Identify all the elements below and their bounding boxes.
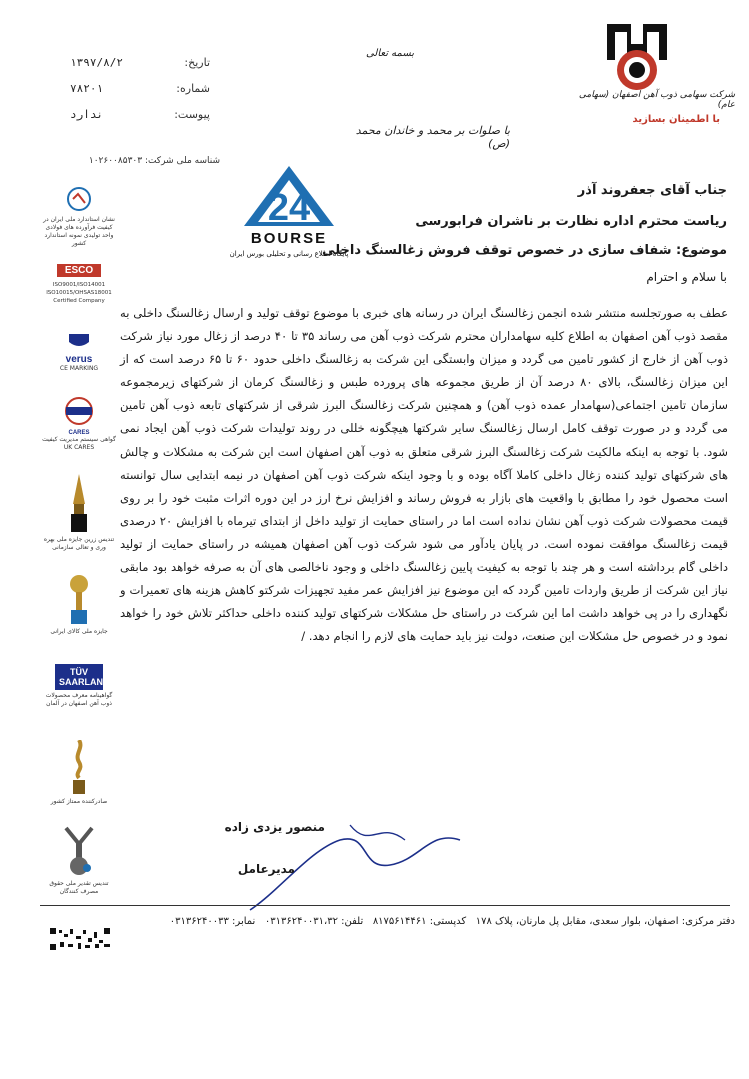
- company-logo: [605, 22, 669, 92]
- cert-caption: تندیس تقدیر ملی حقوق مصرف کنندگان: [49, 880, 109, 895]
- cert-cares: [40, 396, 118, 452]
- bourse-word: BOURSE: [250, 230, 328, 247]
- cert-esco: [40, 258, 118, 305]
- national-id: شناسه ملی شرکت: ۱۰۲۶۰۰۸۵۳۰۳: [88, 156, 220, 166]
- trophy-icon: [70, 740, 88, 794]
- esco-logo-icon: ESCO: [57, 264, 101, 277]
- cert-national-product: [40, 572, 118, 636]
- cert-caption: صادرکننده ممتاز کشور: [50, 798, 108, 805]
- attachment-row: [70, 108, 210, 121]
- cert-caption: CE MARKING: [59, 365, 99, 372]
- recipient-title: ریاست محترم اداره نظارت بر ناشران فرابورسی: [415, 214, 727, 229]
- svg-text:24: 24: [267, 187, 311, 229]
- letter-body: عطف به صورتجلسه منتشر شده انجمن زغالسنگ ایران در رسانه های خبری با موضوع توقف تولید و ارسال زغالسنگ داخلی به مقصد ذوب آهن اصفهان به اطلاع کلیه سهامداران محترم شرکت ذوب آهن می رساند ۳۵ تا ۴۰ درصد از زغال مورد نیاز شرکت ذوب آهن از خارج از کشور تامین می گردد و میزان وابستگی این شرکت به زغالسنگ داخلی حدود ۶۰ تا ۶۵ درصد است که از این میزان زغالسنگ، بالای ۸۰ درصد آن از طریق مجموعه های پرورده طبس و زغالسنگ کرمان از شرکتهای زیرمجموعه سازمان تامین اجتماعی(سهامدار عمده ذوب آهن) و همچنین شرکت زغالسنگ البرز شرقی از شرکتهای تابعه ذوب آهن تامین می گردد و در صورت توقف کامل ارسال زغالسنگ سایر شرکتها هیچگونه خللی در روند تولیدات شرکت ذوب آهن ایجاد نمی شود. با توجه به اینکه مالکیت شرکت زغالسنگ البرز شرقی متعلق به ذوب آهن اصفهان است این شرکت به مشکلات و چالش های شرکتهای تولید کننده زغال داخلی کاملا آگاه بوده و با وجود اینکه شرکت ذوب آهن اصفهان در نیمه ابتدایی سال توانسته است محصول خود را مطابق با واقعیت های بازار به فروش رساند و افزایش نرخ ارز در این دوره اثرات مثبت خود را بر روی قیمت محصولات شرکت ذوب آهن نشان نداده است اما در راستای حمایت از تولید داخل از ابتدای تیرماه با افزایش ۲۰ درصدی قیمت زغالسنگ موافقت نموده است. در پایان یادآور می شود شرکت ذوب آهن اصفهان همیشه در راستای حمایت از تولید داخلی گام برداشته است و هر چند با توجه به کیفیت پایین زغالسنگ داخلی و وجود ناخالصی های آن به صرفه خواهد بود مابقی نیاز این شرکت از طریق واردات تامین گردد که این موضوع نیز افزایش عمر مفید تجهیزات شرکتو کاهش هزینه های تعمیرات و نگهداری را در پی خواهد داشت اما این شرکت در راستای حل مشکلات شرکتهای تولید کننده داخلی حداکثر تلاش خود را خواهد نمود و در خصوص حل مشکلات این صنعت، دولت نیز باید حمایت های لازم را انجام دهد. /: [120, 306, 729, 644]
- qr-code-icon: [50, 928, 110, 950]
- date-row: [70, 56, 210, 69]
- tuv-logo-icon: TÜV SAARLAND: [55, 664, 103, 690]
- cert-verus: [40, 332, 118, 373]
- footer-fax: نمابر: ۰۳۱۳۶۲۴۰۰۳۳: [169, 916, 256, 927]
- salavat-line: با صلوات بر محمد و خاندان محمد (ص): [355, 124, 510, 150]
- cert-caption: تندیس زرین جایزه ملی بهره وری و تعالی سازمانی: [43, 536, 115, 551]
- company-name: شرکت سهامی ذوب آهن اصفهان (سهامی عام): [578, 90, 735, 110]
- trophy-icon: [68, 572, 90, 624]
- number-value: ۷۸۲۰۱: [70, 82, 104, 95]
- iran-standard-icon: [64, 186, 94, 212]
- attachment-value: ندارد: [70, 108, 104, 121]
- attachment-label: پیوست:: [174, 108, 210, 121]
- cares-word: CARES: [68, 430, 90, 436]
- cert-caption: نشان استاندارد ملی ایران در کیفیت فرآورده های فولادی واحد تولیدی نمونه استاندارد کشور: [43, 216, 115, 247]
- verus-word: verus: [65, 354, 93, 365]
- date-value: ۱۳۹۷/۸/۲: [70, 56, 123, 69]
- cert-top-exporter: [40, 740, 118, 806]
- subject-line: موضوع: شفاف سازی در خصوص توقف فروش زغالسنگ داخلی: [322, 243, 727, 258]
- besmellah: بسمه تعالی: [365, 48, 415, 59]
- cert-caption: جایزه ملی کالای ایرانی: [50, 628, 108, 635]
- recipient-name: جناب آقای جعفروند آذر: [577, 183, 727, 198]
- signatory-name: منصور یزدی زاده: [224, 820, 325, 834]
- greeting: با سلام و احترام: [646, 270, 727, 284]
- number-row: [70, 82, 210, 95]
- footer-postal: کدپستی: ۸۱۷۵۶۱۴۴۶۱: [372, 916, 467, 927]
- cert-caption: ISO9001/ISO14001 ISO10015/OHSAS18001 Certified Company: [46, 282, 112, 304]
- number-label: شماره:: [176, 82, 210, 95]
- bourse-subtitle: پایگاه اطلاع رسانی و تحلیلی بورس ایران: [229, 250, 349, 258]
- trophy-icon: [69, 474, 89, 532]
- date-label: تاریخ:: [184, 56, 210, 69]
- cert-productivity-trophy: [40, 474, 118, 552]
- company-slogan: با اطمینان بسازید: [632, 114, 720, 125]
- cert-consumer-rights: [40, 826, 118, 896]
- trophy-icon: [62, 826, 96, 876]
- cert-caption: گواهی سیستم مدیریت کیفیت UK CARES: [42, 436, 116, 451]
- cert-iran-standard: [40, 186, 118, 248]
- verus-shield-icon: [67, 332, 91, 350]
- footer-address: دفتر مرکزی: اصفهان، بلوار سعدی، مقابل پل مارنان، پلاک ۱۷۸: [475, 916, 735, 927]
- cert-tuv: [40, 664, 118, 708]
- cert-caption: گواهینامه معرف محصولات ذوب آهن اصفهان در آلمان: [45, 692, 113, 707]
- cares-circle-icon: [62, 396, 96, 426]
- footer-divider: [40, 905, 730, 906]
- footer-phone: تلفن: ۰۳۱۳۶۲۴۰۰۳۱،۳۲: [264, 916, 364, 927]
- footer-contact: [110, 916, 735, 927]
- signatory-title: مدیرعامل: [237, 862, 295, 876]
